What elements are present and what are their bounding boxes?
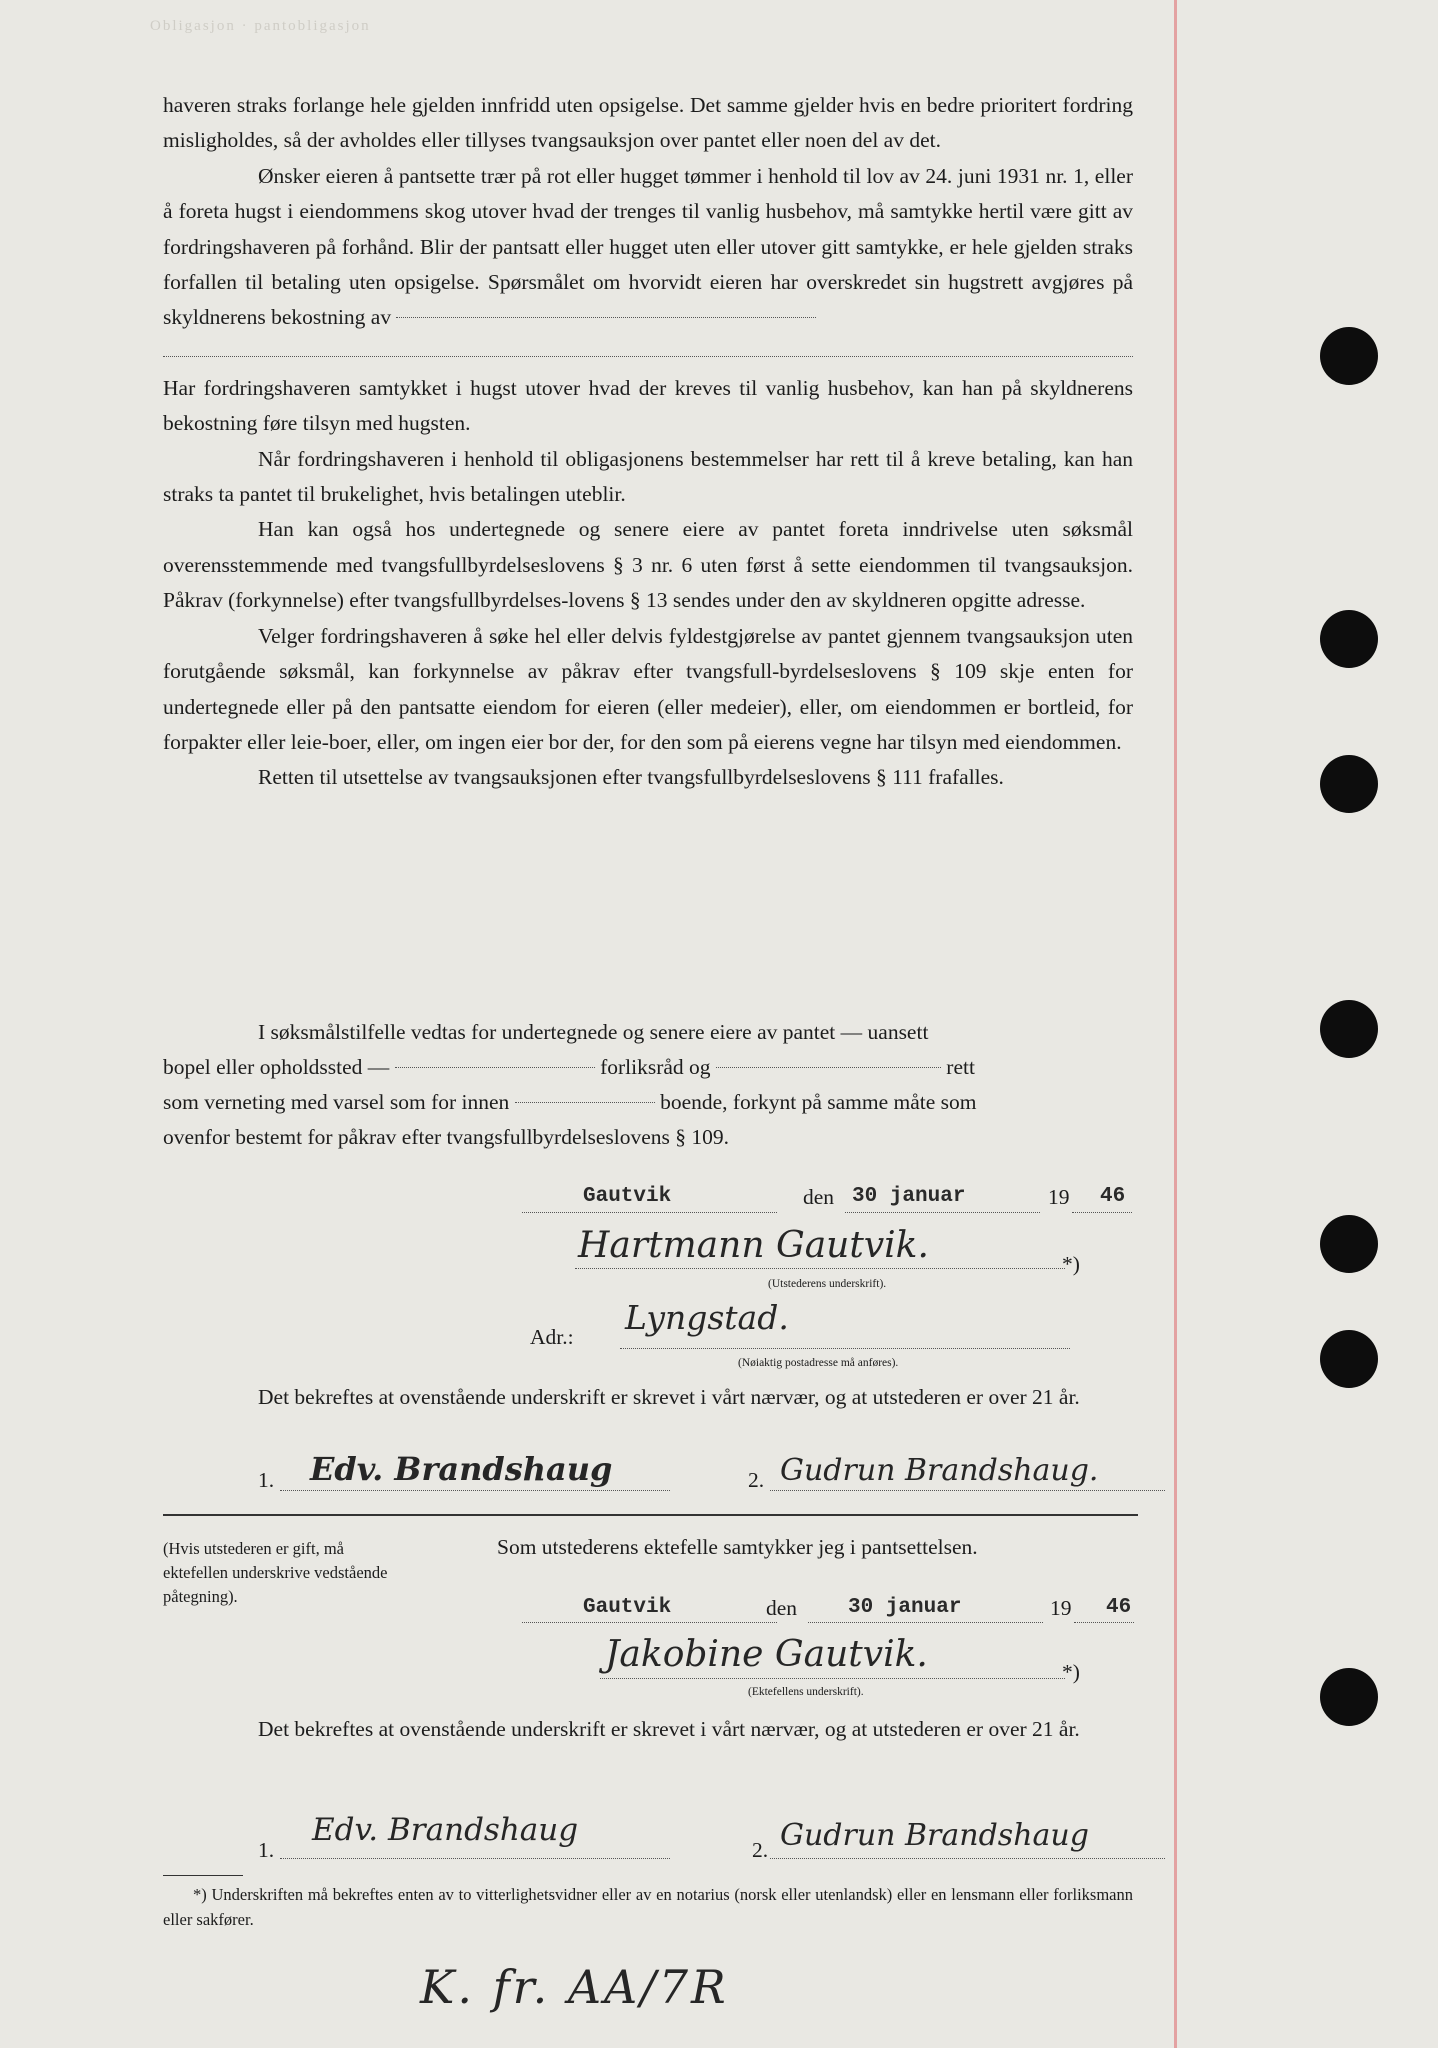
- paragraph: Velger fordringshaveren å søke hel eller delvis fyldestgjørelse av pantet gjennem tvangsauksjon uten forutgående søksmål, kan forkynnelse av påkrav efter tvangsfull-byrdelseslovens § 109 skje enten for undertegnede eller på den pantsatte eiendom for eieren (eller medeier), eller, om eiendommen er bortleid, for forpakter eller leie-boer, eller, om ingen eier bor der, for den som på eierens vegne har tilsyn med eiendommen.: [163, 623, 1133, 754]
- witness-signature: Gudrun Brandshaug.: [780, 1453, 1099, 1488]
- year-field: 46: [1100, 1185, 1126, 1208]
- venue-text: boende, forkynt på samme måte som: [660, 1090, 977, 1114]
- den-label: den: [766, 1596, 798, 1620]
- paragraph-text: Ønsker eieren å pantsette trær på rot eller hugget tømmer i henhold til lov av 24. juni 1931 nr. 1, eller å foreta hugst i eiendommens skog utover hvad der trenges til vanlig husbehov, må samtykke hertil være gitt av fordringshaveren på forhånd. Blir der pantsatt eller hugget uten eller utover gitt samtykke, er hele gjelden straks forfallen til betaling uten opsigelse. Spørsmålet om hvorvidt eieren har overskredet sin hugstrett avgjøres på skyldnerens bekostning av: [163, 163, 1133, 330]
- paragraph: Har fordringshaveren samtykket i hugst utover hvad der kreves til vanlig husbehov, kan han på skyldnerens bekostning føre tilsyn med hugsten.: [163, 375, 1133, 436]
- fill-line: [280, 1858, 670, 1859]
- margin-rule: [1174, 0, 1177, 2048]
- signature-caption: (Ektefellens underskrift).: [748, 1686, 864, 1698]
- year-prefix: 19: [1050, 1596, 1072, 1620]
- punch-hole: [1320, 1330, 1378, 1388]
- section-divider: [163, 1514, 1138, 1516]
- fill-line: [770, 1858, 1165, 1859]
- place-field: Gautvik: [583, 1596, 672, 1619]
- fill-line: [770, 1490, 1165, 1491]
- handwritten-annotation: K. fr. AA/7R: [420, 1960, 729, 2014]
- venue-line-2: [163, 1055, 1143, 1091]
- witness-signature: Edv. Brandshaug: [312, 1812, 579, 1848]
- punch-hole: [1320, 610, 1378, 668]
- spouse-instruction: (Hvis utstederen er gift, må ektefellen underskrive vedstående påtegning).: [163, 1539, 388, 1606]
- venue-text: forliksråd og: [600, 1055, 711, 1079]
- witness-text: Det bekreftes at ovenstående underskrift er skrevet i vårt nærvær, og at utstederen er over 21 år.: [258, 1717, 1080, 1741]
- venue-text: som verneting med varsel som for innen: [163, 1090, 510, 1114]
- venue-line-4: ovenfor bestemt for påkrav efter tvangsfullbyrdelseslovens § 109.: [163, 1125, 730, 1149]
- punch-hole: [1320, 1668, 1378, 1726]
- footnote-mark: *): [1062, 1252, 1080, 1276]
- place-field: Gautvik: [583, 1185, 672, 1208]
- spouse-consent-text: Som utstederens ektefelle samtykker jeg i pantsettelsen.: [497, 1535, 978, 1559]
- fill-line: [396, 317, 816, 318]
- footnote: *) Underskriften må bekreftes enten av to vitterlighetsvidner eller av en notarius (norsk eller utenlandsk) eller en lensmann eller forliksmann eller sakfører.: [163, 1885, 1133, 1929]
- paragraph: [163, 159, 1133, 336]
- address-value: Lyngstad.: [625, 1298, 789, 1337]
- paragraph: Han kan også hos undertegnede og senere eiere av pantet foreta inndrivelse uten søksmål overensstemmende med tvangsfullbyrdelseslovens § 3 nr. 6 uten først å sette eiendommen til tvangsauksjon. Påkrav (forkynnelse) efter tvangsfullbyrdelses-lovens § 13 sendes under den av skyldneren opgitte adresse.: [163, 517, 1133, 613]
- date-field: 30 januar: [848, 1596, 962, 1619]
- fill-line: [845, 1212, 1040, 1213]
- witness-number: 2.: [752, 1838, 769, 1862]
- fill-line: [575, 1268, 1065, 1269]
- venue-text: bopel eller opholdssted —: [163, 1055, 390, 1079]
- year-prefix: 19: [1048, 1185, 1070, 1209]
- witness-signature: Edv. Brandshaug: [310, 1450, 613, 1488]
- issuer-signature: Hartmann Gautvik.: [578, 1225, 929, 1266]
- punch-hole: [1320, 327, 1378, 385]
- year-field: 46: [1106, 1596, 1132, 1619]
- punch-hole: [1320, 1000, 1378, 1058]
- fill-line: [522, 1622, 777, 1623]
- fill-line: [1072, 1212, 1132, 1213]
- spouse-signature: Jakobine Gautvik.: [605, 1634, 928, 1675]
- address-label: Adr.:: [530, 1325, 574, 1349]
- fill-line: [280, 1490, 670, 1491]
- witness-number: 1.: [258, 1838, 275, 1862]
- fill-line: [716, 1067, 941, 1068]
- venue-line-1: I søksmålstilfelle vedtas for undertegnede og senere eiere av pantet — uansett: [258, 1020, 929, 1044]
- fill-line: [515, 1102, 655, 1103]
- address-caption: (Nøiaktig postadresse må anføres).: [738, 1357, 899, 1369]
- fill-line: [163, 336, 1133, 357]
- den-label: den: [803, 1185, 835, 1209]
- punch-hole: [1320, 755, 1378, 813]
- fill-line: [808, 1622, 1043, 1623]
- witness-number: 1.: [258, 1468, 275, 1492]
- paragraph: Retten til utsettelse av tvangsauksjonen efter tvangsfullbyrdelseslovens § 111 frafalles.: [258, 765, 1004, 790]
- fill-line: [522, 1212, 777, 1213]
- signature-caption: (Utstederens underskrift).: [768, 1278, 887, 1290]
- fill-line: [600, 1678, 1065, 1679]
- header-bleed-text: Obligasjon · pantobligasjon: [150, 18, 371, 34]
- paragraph: haveren straks forlange hele gjelden innfridd uten opsigelse. Det samme gjelder hvis en bedre prioritert fordring misligholdes, så der avholdes eller tillyses tvangsauksjon over pantet eller noen del av det.: [163, 93, 1133, 153]
- body-text: [163, 88, 1133, 796]
- witness-signature: Gudrun Brandshaug: [780, 1818, 1089, 1853]
- fill-line: [395, 1067, 595, 1068]
- paragraph: Når fordringshaveren i henhold til obligasjonens bestemmelser har rett til å kreve betaling, kan han straks ta pantet til brukelighet, hvis betalingen uteblir.: [163, 446, 1133, 507]
- venue-line-3: [163, 1090, 1143, 1126]
- witness-number: 2.: [748, 1468, 765, 1492]
- punch-hole: [1320, 1215, 1378, 1273]
- fill-line: [1074, 1622, 1134, 1623]
- venue-text: rett: [946, 1055, 975, 1079]
- fill-line: [620, 1348, 1070, 1349]
- footnote-mark: *): [1062, 1660, 1080, 1684]
- witness-text: Det bekreftes at ovenstående underskrift er skrevet i vårt nærvær, og at utstederen er over 21 år.: [258, 1385, 1080, 1409]
- footnote-rule: [163, 1875, 243, 1876]
- date-field: 30 januar: [852, 1185, 966, 1208]
